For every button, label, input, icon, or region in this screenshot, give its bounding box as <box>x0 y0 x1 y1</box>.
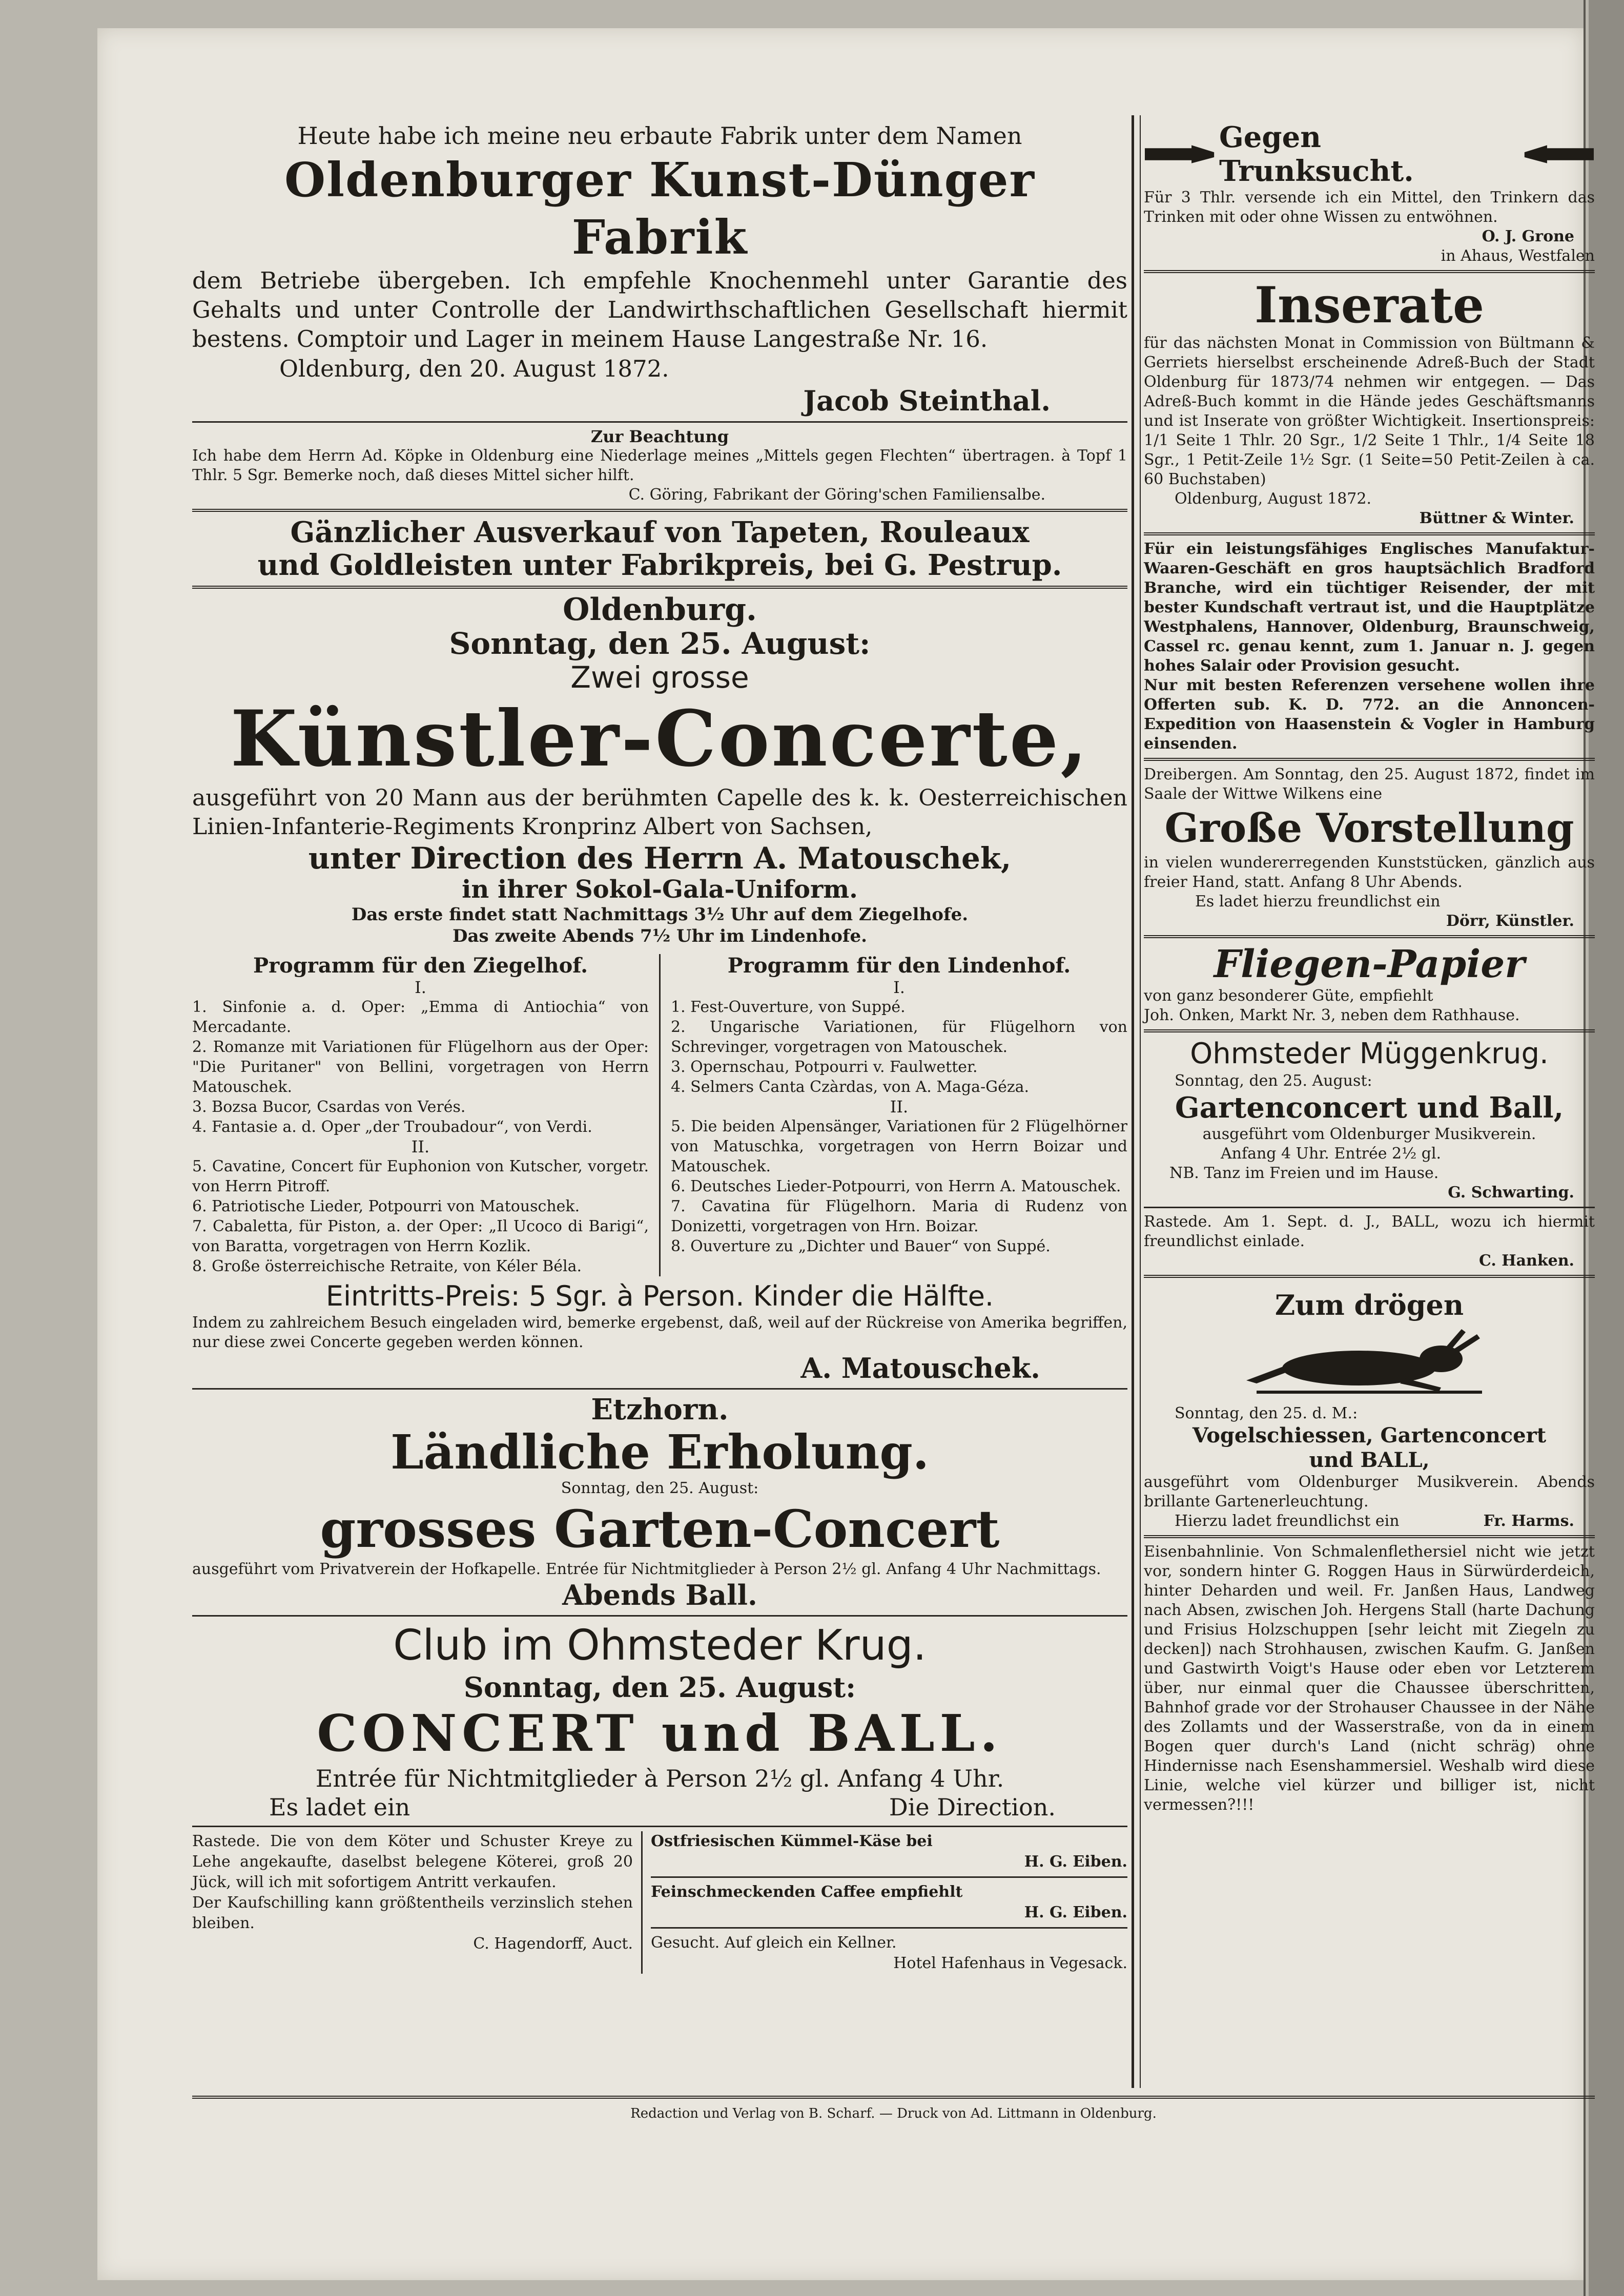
program-title: Programm für den Ziegelhof. <box>253 954 588 978</box>
program-columns <box>192 954 1127 1276</box>
small-ads-row <box>192 1831 1127 1974</box>
ads-divider <box>641 1831 643 1974</box>
divider <box>192 1388 1127 1390</box>
fabrik-signature: Jacob Steinthal. <box>803 384 1051 417</box>
droegen-desc: ausgeführt vom Oldenburger Musikverein. Abends brillante Gartenerleuchtung. <box>1144 1473 1595 1511</box>
etzhorn-desc: ausgeführt vom Privatverein der Hofkapelle. Entrée für Nichtmitglieder à Person 2½ gl. Anfang 4 Uhr Nachmittags. <box>192 1560 1101 1578</box>
dreibergen-body2: in vielen wundererregenden Kunststücken, gänzlich aus freier Hand, statt. Anfang 8 Uhr Abends. <box>1144 854 1595 891</box>
concert-title: Künstler-Concerte, <box>230 694 1089 784</box>
inserate-signature: Büttner & Winter. <box>1419 509 1574 527</box>
muegge-title: Ohmsteder Müggenkrug. <box>1190 1037 1549 1070</box>
inserate-body: für das nächsten Monat in Commission von Bültmann & Gerriets hierselbst erscheinende Adreß-Buch der Stadt Oldenburg für 1873/74 nehmen wir entgegen. — Das Adreß-Buch kommt in die Hände jedes Geschäftsmanns und ist Inserate von größter Wichtigkeit. Insertionspreis: 1/1 Seite 1 Thlr. 20 Sgr., 1/2 Seite 1 Thlr., 1/4 Seite 18 Sgr., 1 Petit-Zeile 1½ Sgr. (1 Seite=50 Petit-Zeilen à ca. 60 Buchstaben) <box>1144 334 1595 488</box>
column-rule-thin <box>1140 115 1141 2088</box>
divider <box>1144 758 1595 761</box>
rastede-signature: C. Hagendorff, Auct. <box>473 1935 633 1953</box>
beachtung-signature: C. Göring, Fabrikant der Göring'schen Familiensalbe. <box>628 486 1045 504</box>
program-item: 8. Große österreichische Retraite, von Kéler Béla. <box>192 1257 582 1275</box>
etzhorn-title: Ländliche Erholung. <box>390 1424 929 1480</box>
eisenbahn-body: Eisenbahnlinie. Von Schmalenflethersiel nicht wie jetzt vor, sondern hinter G. Roggen Haus in Sürwürderdeich, hinter Deharden und weil. Fr. Janßen Haus, Landweg nach Absen, zwischen Joh. Hergens Stall (harte Dachung und Frisius Holzschuppen [sehr leicht mit Ziegeln zu decken]) nach Strohhausen, zwischen Kaufm. G. Janßen und Gastwirth Voigt's Hause oder eben vor Letzterem über, nur einmal quer die Chaussee überschritten, Bahnhof grade vor der Strohauser Chaussee in der Nähe des Zollamts und der Wasserstraße, von da in einem Bogen quer durch's Land (nicht schräg) ohne Hindernisse nach Esenshammersiel. Weshalb wird diese Linie, welche viel kürzer und billiger ist, nicht vermessen?!!! <box>1144 1543 1595 1814</box>
divider <box>1144 935 1595 938</box>
inserate-ad <box>1144 277 1595 528</box>
ausverkauf-line2: und Goldleisten unter Fabrikpreis, bei G. Pestrup. <box>257 548 1062 582</box>
etzhorn-place: Etzhorn. <box>591 1393 729 1426</box>
right-small-ads <box>651 1831 1127 1974</box>
program-part: II. <box>411 1137 430 1156</box>
dreibergen-ad <box>1144 765 1595 931</box>
concert-date: Sonntag, den 25. August: <box>449 626 871 661</box>
trunksucht-signature: O. J. Grone <box>1482 227 1574 245</box>
program-title: Programm für den Lindenhof. <box>727 954 1071 978</box>
program-item: 2. Romanze mit Variationen für Flügelhorn aus der Oper: "Die Puritaner" von Bellini, vorgetragen von Herrn Matouschek. <box>192 1038 649 1096</box>
muegge-time: Anfang 4 Uhr. Entrée 2½ gl. <box>1221 1145 1442 1163</box>
concert-place: Oldenburg. <box>563 592 757 628</box>
etzhorn-ball: Abends Ball. <box>562 1579 757 1611</box>
divider <box>1144 1207 1595 1208</box>
divider <box>192 1826 1127 1827</box>
fabrik-ad <box>192 120 1127 417</box>
reisender-ad <box>1144 540 1595 754</box>
muegge-signature: G. Schwarting. <box>1448 1184 1574 1202</box>
etzhorn-ad <box>192 1394 1127 1611</box>
divider <box>1144 1535 1595 1538</box>
imprint: Redaction und Verlag von B. Scharf. — Druck von Ad. Littmann in Oldenburg. <box>630 2106 1157 2121</box>
etzhorn-headline: grosses Garten-Concert <box>320 1499 1000 1559</box>
page-footer <box>192 2096 1595 2121</box>
program-item: 2. Ungarische Variationen, für Flügelhorn von Schrevinger, vorgetragen von Matouschek. <box>671 1018 1127 1056</box>
program-item: 3. Opernschau, Potpourri v. Faulwetter. <box>671 1058 978 1076</box>
trunksucht-title: Gegen Trunksucht. <box>1219 120 1414 188</box>
club-date: Sonntag, den 25. August: <box>463 1671 856 1704</box>
club-headline: CONCERT und BALL. <box>317 1704 1003 1763</box>
gesucht-signature: Hotel Hafenhaus in Vegesack. <box>893 1954 1127 1972</box>
program-divider <box>659 954 661 1276</box>
program-item: 5. Cavatine, Concert für Euphonion von Kutscher, vorgetr. von Herrn Pitroff. <box>192 1157 649 1195</box>
program-part: II. <box>890 1097 909 1116</box>
concert-first: Das erste findet statt Nachmittags 3½ Uhr auf dem Ziegelhofe. <box>351 904 969 925</box>
divider <box>192 421 1127 423</box>
beachtung-title: Zur Beachtung <box>590 427 729 446</box>
running-hare-icon <box>1236 1327 1503 1399</box>
pointing-hand-right-icon <box>1144 143 1219 166</box>
reisender-body: Für ein leistungsfähiges Englisches Manufaktur-Waaren-Geschäft en gros hauptsächlich Bradford Branche, wird ein tüchtiger Reisender, der mit bester Kundschaft vertraut ist, und die Hauptplätze Westphalens, Hannover, Oldenburg, Braunschweig, Cassel rc. genau kennt, zum 1. Januar n. J. gegen hohes Salair oder Provision gesucht. <box>1144 540 1595 675</box>
rastede-koeterei-ad <box>192 1831 633 1974</box>
fliegen-ad <box>1144 942 1595 1025</box>
club-entree: Entrée für Nichtmitglieder à Person 2½ gl. Anfang 4 Uhr. <box>315 1765 1004 1792</box>
muegge-nb: NB. Tanz im Freien und im Hause. <box>1169 1164 1439 1182</box>
program-item: 7. Cabaletta, für Piston, a. der Oper: „Il Ucoco di Barigi“, von Baratta, vorgetragen von Herrn Kozlik. <box>192 1217 649 1255</box>
left-column <box>192 120 1127 1974</box>
caffee-signature: H. G. Eiben. <box>1024 1904 1127 1921</box>
program-item: 8. Ouverture zu „Dichter und Bauer“ von Suppé. <box>671 1237 1051 1255</box>
club-title: Club im Ohmsteder Krug. <box>393 1621 927 1670</box>
program-item: 4. Selmers Canta Czàrdas, von A. Maga-Géza. <box>671 1078 1030 1096</box>
muegge-date: Sonntag, den 25. August: <box>1175 1072 1372 1090</box>
fliegen-title: Fliegen-Papier <box>1214 942 1525 986</box>
ausverkauf-line1: Gänzlicher Ausverkauf von Tapeten, Rouleaux <box>290 515 1030 549</box>
rastede-ball-signature: C. Hanken. <box>1479 1252 1574 1270</box>
fabrik-intro: Heute habe ich meine neu erbaute Fabrik unter dem Namen <box>297 122 1022 150</box>
droegen-date: Sonntag, den 25. d. M.: <box>1175 1404 1358 1422</box>
club-direction: Die Direction. <box>889 1793 1056 1821</box>
column-rule <box>1132 115 1134 2088</box>
droegen-signature: Fr. Harms. <box>1483 1512 1574 1530</box>
fliegen-body: von ganz besonderer Güte, empfiehlt <box>1144 987 1433 1005</box>
program-item: 6. Deutsches Lieder-Potpourri, von Herrn A. Matouschek. <box>671 1177 1121 1195</box>
concert-note: Indem zu zahlreichem Besuch eingeladen wird, bemerke ergebenst, daß, weil auf der Rückreise von Amerika begriffen, nur diese zwei Concerte gegeben werden können. <box>192 1314 1127 1351</box>
concert-ad <box>192 593 1127 1384</box>
ausverkauf-ad <box>192 516 1127 582</box>
dreibergen-invite: Es ladet hierzu freundlichst ein <box>1195 893 1441 911</box>
footer-rule <box>192 2096 1595 2099</box>
club-invite: Es ladet ein <box>269 1793 410 1821</box>
eisenbahn-ad <box>1144 1542 1595 1815</box>
inserate-dateline: Oldenburg, August 1872. <box>1175 490 1371 508</box>
reisender-body2: Nur mit besten Referenzen versehene wollen ihre Offerten sub. K. D. 772. an die Annoncen-Expedition von Haasenstein & Vogler in Hamburg einsenden. <box>1144 676 1595 753</box>
trunksucht-body: Für 3 Thlr. versende ich ein Mittel, den Trinkern das Trinken mit oder ohne Wissen zu entwöhnen. <box>1144 189 1595 226</box>
trunksucht-place: in Ahaus, Westfalen <box>1441 247 1595 265</box>
droegen-ad <box>1144 1288 1595 1531</box>
divider <box>1144 270 1595 273</box>
kaese-body: Ostfriesischen Kümmel-Käse bei <box>651 1832 933 1850</box>
muegge-desc: ausgeführt vom Oldenburger Musikverein. <box>1202 1125 1536 1143</box>
dreibergen-signature: Dörr, Künstler. <box>1446 912 1574 930</box>
droegen-invite: Hierzu ladet freundlichst ein <box>1175 1512 1400 1530</box>
program-item: 7. Cavatina für Flügelhorn. Maria di Rudenz von Donizetti, vorgetragen von Hrn. Boizar. <box>671 1197 1127 1235</box>
droegen-title: Zum drögen <box>1274 1289 1464 1321</box>
divider <box>192 1615 1127 1617</box>
etzhorn-date: Sonntag, den 25. August: <box>561 1479 759 1497</box>
divider <box>651 1876 1127 1878</box>
muegge-headline: Gartenconcert und Ball, <box>1175 1091 1564 1125</box>
pointing-hand-left-icon <box>1519 143 1595 166</box>
caffee-body: Feinschmeckenden Caffee empfiehlt <box>651 1883 963 1901</box>
fabrik-body: dem Betriebe übergeben. Ich empfehle Knochenmehl unter Garantie des Gehalts und unter Controlle der Landwirthschaftlichen Gesellschaft hiermit bestens. Comptoir und Lager in meinem Hause Langestraße Nr. 16. <box>192 267 1127 353</box>
fabrik-title: Oldenburger Kunst-Dünger Fabrik <box>284 152 1035 265</box>
rastede-body2: Der Kaufschilling kann größtentheils verzinslich stehen bleiben. <box>192 1894 633 1932</box>
divider <box>192 509 1127 512</box>
program-item: 3. Bozsa Bucor, Csardas von Verés. <box>192 1098 466 1116</box>
club-footer <box>192 1793 1127 1822</box>
concert-price: Eintritts-Preis: 5 Sgr. à Person. Kinder die Hälfte. <box>325 1280 994 1312</box>
concert-pre: Zwei grosse <box>570 660 749 695</box>
beachtung-ad <box>192 427 1127 505</box>
program-part: I. <box>893 978 905 997</box>
program-item: 4. Fantasie a. d. Oper „der Troubadour“, von Verdi. <box>192 1118 592 1136</box>
concert-second: Das zweite Abends 7½ Uhr im Lindenhofe. <box>452 926 867 946</box>
program-item: 5. Die beiden Alpensänger, Variationen für 2 Flügelhörner von Matuschka, vorgetragen von Herrn Boizar und Matouschek. <box>671 1118 1127 1175</box>
program-ziegelhof <box>192 954 649 1276</box>
concert-direction: unter Direction des Herrn A. Matouschek, <box>308 841 1012 876</box>
muegge-ad <box>1144 1037 1595 1203</box>
dreibergen-body: Dreibergen. Am Sonntag, den 25. August 1872, findet im Saale der Wittwe Wilkens eine <box>1144 766 1595 803</box>
droegen-headline2: und BALL, <box>1309 1448 1430 1472</box>
gesucht-body: Gesucht. Auf gleich ein Kellner. <box>651 1934 897 1952</box>
rastede-ball-body: Rastede. Am 1. Sept. d. J., BALL, wozu ich hiermit freundlichst einlade. <box>1144 1213 1595 1250</box>
concert-signature: A. Matouschek. <box>800 1352 1040 1384</box>
program-lindenhof <box>671 954 1127 1276</box>
beachtung-body: Ich habe dem Herrn Ad. Köpke in Oldenburg eine Niederlage meines „Mittels gegen Flechten“ übertragen. à Topf 1 Thlr. 5 Sgr. Bemerke noch, daß dieses Mittel sicher hilft. <box>192 447 1127 484</box>
right-column <box>1144 120 1595 1815</box>
inserate-title: Inserate <box>1254 276 1485 334</box>
rastede-ball-ad <box>1144 1212 1595 1271</box>
program-item: 1. Fest-Ouverture, von Suppé. <box>671 998 906 1016</box>
fabrik-dateline: Oldenburg, den 20. August 1872. <box>279 355 669 382</box>
trunksucht-ad <box>1144 120 1595 266</box>
divider <box>1144 1029 1595 1032</box>
divider <box>1144 532 1595 535</box>
fliegen-signature: Joh. Onken, Markt Nr. 3, neben dem Rathhause. <box>1144 1006 1520 1024</box>
program-part: I. <box>415 978 426 997</box>
droegen-headline: Vogelschiessen, Gartenconcert <box>1192 1423 1547 1447</box>
program-item: 6. Patriotische Lieder, Potpourri von Matouschek. <box>192 1197 580 1215</box>
dreibergen-title: Große Vorstellung <box>1164 805 1574 852</box>
divider <box>192 586 1127 589</box>
program-item: 1. Sinfonie a. d. Oper: „Emma di Antiochia“ von Mercadante. <box>192 998 649 1036</box>
divider <box>651 1927 1127 1929</box>
concert-desc: ausgeführt von 20 Mann aus der berühmten Capelle des k. k. Oesterreichischen Linien-Infanterie-Regiments Kronprinz Albert von Sachsen, <box>192 785 1127 840</box>
concert-uniform: in ihrer Sokol-Gala-Uniform. <box>462 875 858 904</box>
kaese-signature: H. G. Eiben. <box>1024 1853 1127 1871</box>
club-ad <box>192 1621 1127 1822</box>
divider <box>1144 1275 1595 1278</box>
rastede-body: Rastede. Die von dem Köter und Schuster Kreye zu Lehe angekaufte, daselbst belegene Köterei, groß 20 Jück, will ich mit sofortigem Antritt verkaufen. <box>192 1832 633 1891</box>
